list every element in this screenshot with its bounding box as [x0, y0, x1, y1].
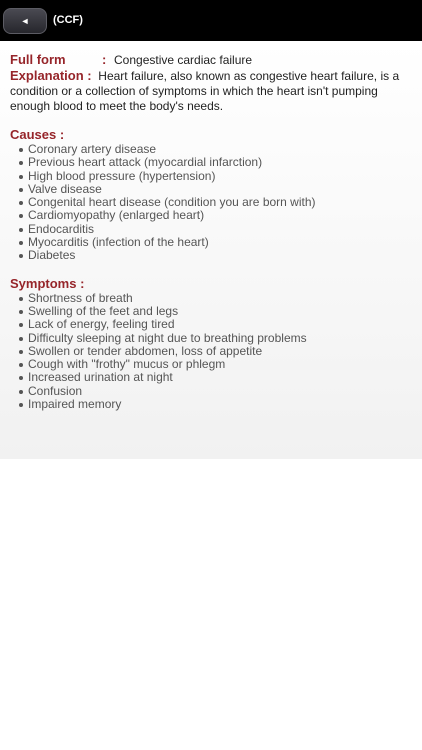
list-item: Cardiomyopathy (enlarged heart)	[19, 209, 412, 222]
list-item: Diabetes	[19, 249, 412, 262]
list-item: Increased urination at night	[19, 371, 412, 384]
top-bar	[0, 0, 422, 41]
list-item: Impaired memory	[19, 398, 412, 411]
causes-list	[10, 143, 412, 263]
full-form-row	[10, 52, 412, 68]
list-item: Confusion	[19, 385, 412, 398]
page-title: (CCF)	[53, 14, 83, 26]
back-button[interactable]	[3, 8, 47, 34]
content-panel	[0, 41, 422, 459]
full-form-colon: :	[102, 52, 107, 67]
list-item: Difficulty sleeping at night due to breathing problems	[19, 332, 412, 345]
list-item: High blood pressure (hypertension)	[19, 170, 412, 183]
explanation-row	[10, 68, 412, 114]
full-form-label: Full form	[10, 52, 66, 67]
back-arrow-icon: ◄	[20, 15, 30, 26]
list-item: Coronary artery disease	[19, 143, 412, 156]
list-item: Cough with "frothy" mucus or phlegm	[19, 358, 412, 371]
list-item: Endocarditis	[19, 223, 412, 236]
causes-heading: Causes :	[10, 127, 65, 142]
explanation-label: Explanation :	[10, 68, 92, 83]
list-item: Lack of energy, feeling tired	[19, 318, 412, 331]
symptoms-heading: Symptoms :	[10, 275, 85, 291]
list-item: Swollen or tender abdomen, loss of appetite	[19, 345, 412, 358]
list-item: Previous heart attack (myocardial infarction)	[19, 156, 412, 169]
list-item: Shortness of breath	[19, 292, 412, 305]
list-item: Congenital heart disease (condition you are born with)	[19, 196, 412, 209]
explanation-text: Heart failure, also known as congestive heart failure, is a condition or a collection of symptoms in which the heart isn't pumping enough blood to meet the body's needs.	[10, 69, 400, 113]
list-item: Valve disease	[19, 183, 412, 196]
full-form-value: Congestive cardiac failure	[114, 53, 253, 67]
list-item: Swelling of the feet and legs	[19, 305, 412, 318]
symptoms-list	[10, 292, 412, 412]
list-item: Myocarditis (infection of the heart)	[19, 236, 412, 249]
